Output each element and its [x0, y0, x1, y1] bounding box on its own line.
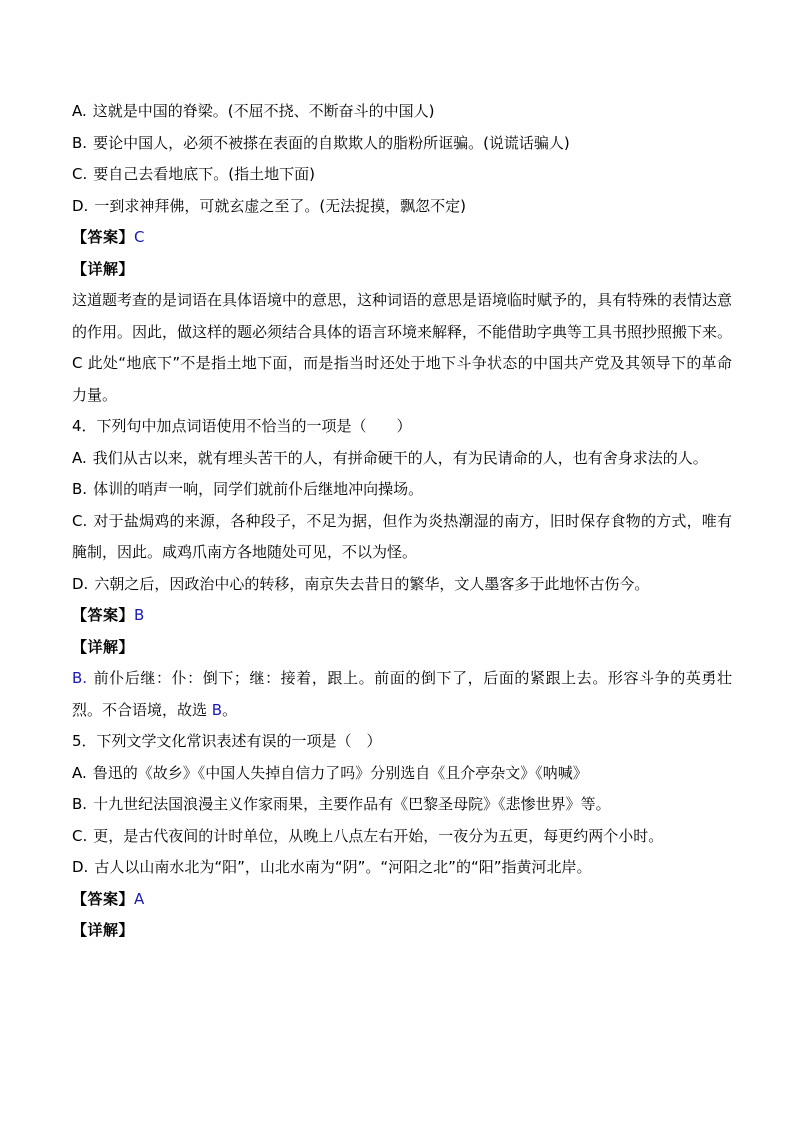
q5-stem: 5．下列文学文化常识表述有误的一项是（ ）: [72, 732, 382, 750]
detail-label: 【详解】: [72, 921, 135, 939]
q3-explanation: 这道题考查的是词语在具体语境中的意思，这种词语的意思是语境临时赋予的，具有特殊的表情达意的作用。因此，做这样的题必须结合具体的语言环境来解释，不能借助字典等工具书照抄照搬下来。C 此处“地底下”不是指土地下面，而是指当时还处于地下斗争状态的中国共产党及其领导下的革命力量。: [72, 291, 733, 404]
q5-option-d: [72, 852, 732, 884]
answer-label: 【答案】: [72, 606, 135, 624]
q3-option-c: [72, 159, 732, 191]
option-letter: A.: [72, 763, 87, 782]
option-text: 这就是中国的脊梁。(不屈不挠、不断奋斗的中国人): [92, 102, 435, 120]
explanation-choice: B: [211, 700, 223, 719]
q4-answer: [72, 600, 732, 632]
option-text: 一到求神拜佛，可就玄虚之至了。(无法捉摸，飘忽不定): [94, 196, 467, 215]
option-letter: B.: [72, 795, 88, 813]
detail-label: 【详解】: [72, 259, 135, 278]
q5-option-b: [72, 789, 732, 821]
q3-detail-heading: [72, 254, 732, 286]
q3-option-b: [72, 128, 732, 160]
q4-stem: 4．下列句中加点词语使用不恰当的一项是（ ）: [72, 417, 412, 435]
q4-option-d: [72, 569, 732, 601]
option-letter: D.: [72, 858, 89, 876]
option-text: 我们从古以来，就有埋头苦干的人，有拼命硬干的人，有为民请命的人，也有舍身求法的人。: [92, 448, 708, 467]
document-content: [72, 96, 732, 947]
detail-label: 【详解】: [72, 637, 135, 656]
answer-label: 【答案】: [72, 889, 135, 908]
q4-option-b: [72, 474, 732, 506]
q5-detail-heading: [72, 915, 732, 947]
option-letter: A.: [72, 102, 87, 120]
q4-option-a: [72, 443, 732, 475]
option-letter: C.: [72, 165, 88, 183]
answer-label: 【答案】: [72, 228, 135, 246]
explanation-body: 前仆后继：仆：倒下；继：接着，跟上。前面的倒下了，后面的紧跟上去。形容斗争的英勇壮烈。不合语境，故选: [72, 669, 732, 719]
q3-option-d: [72, 191, 732, 223]
option-text: 古人以山南水北为“阳”，山北水南为“阴”。“河阳之北”的“阳”指黄河北岸。: [94, 858, 592, 876]
q5-answer: [72, 884, 732, 916]
option-text: 六朝之后，因政治中心的转移，南京失去昔日的繁华，文人墨客多于此地怀古伤今。: [94, 574, 650, 593]
option-letter: B.: [72, 133, 88, 152]
option-text: 更，是古代夜间的计时单位，从晚上八点左右开始，一夜分为五更，每更约两个小时。: [93, 826, 664, 845]
option-letter: B.: [72, 480, 88, 498]
option-text: 体训的哨声一响，同学们就前仆后继地冲向操场。: [93, 480, 424, 498]
q5-option-a: [72, 758, 732, 790]
option-letter: D.: [72, 574, 89, 593]
answer-value: A: [134, 889, 145, 908]
option-text: 十九世纪法国浪漫主义作家雨果，主要作品有《巴黎圣母院》《悲惨世界》等。: [93, 795, 611, 813]
q4-detail-heading: [72, 632, 732, 664]
q3-option-a: [72, 96, 732, 128]
option-text: 鲁迅的《故乡》《中国人失掉自信力了吗》分别选自《且介亭杂文》《呐喊》: [92, 763, 588, 782]
option-letter: A.: [72, 448, 87, 467]
option-text: 要论中国人，必须不被搽在表面的自欺欺人的脂粉所诓骗。(说谎话骗人): [93, 133, 570, 152]
q4-explanation: [72, 663, 732, 726]
q4-option-c: [72, 506, 732, 569]
q5-option-c: [72, 821, 732, 853]
answer-value: C: [134, 228, 145, 246]
q3-answer: [72, 222, 732, 254]
explanation-prefix: B.: [72, 669, 88, 687]
option-text: 对于盐焗鸡的来源，各种段子，不足为据，但作为炎热潮湿的南方，旧时保存食物的方式，唯有腌制，因此。咸鸡爪南方各地随处可见，不以为怪。: [72, 511, 732, 561]
option-letter: C.: [72, 511, 88, 530]
option-text: 要自己去看地底下。(指土地下面): [93, 165, 315, 183]
explanation-end: 。: [222, 700, 238, 719]
answer-value: B: [134, 606, 145, 624]
option-letter: C.: [72, 826, 88, 845]
option-letter: D.: [72, 196, 89, 215]
